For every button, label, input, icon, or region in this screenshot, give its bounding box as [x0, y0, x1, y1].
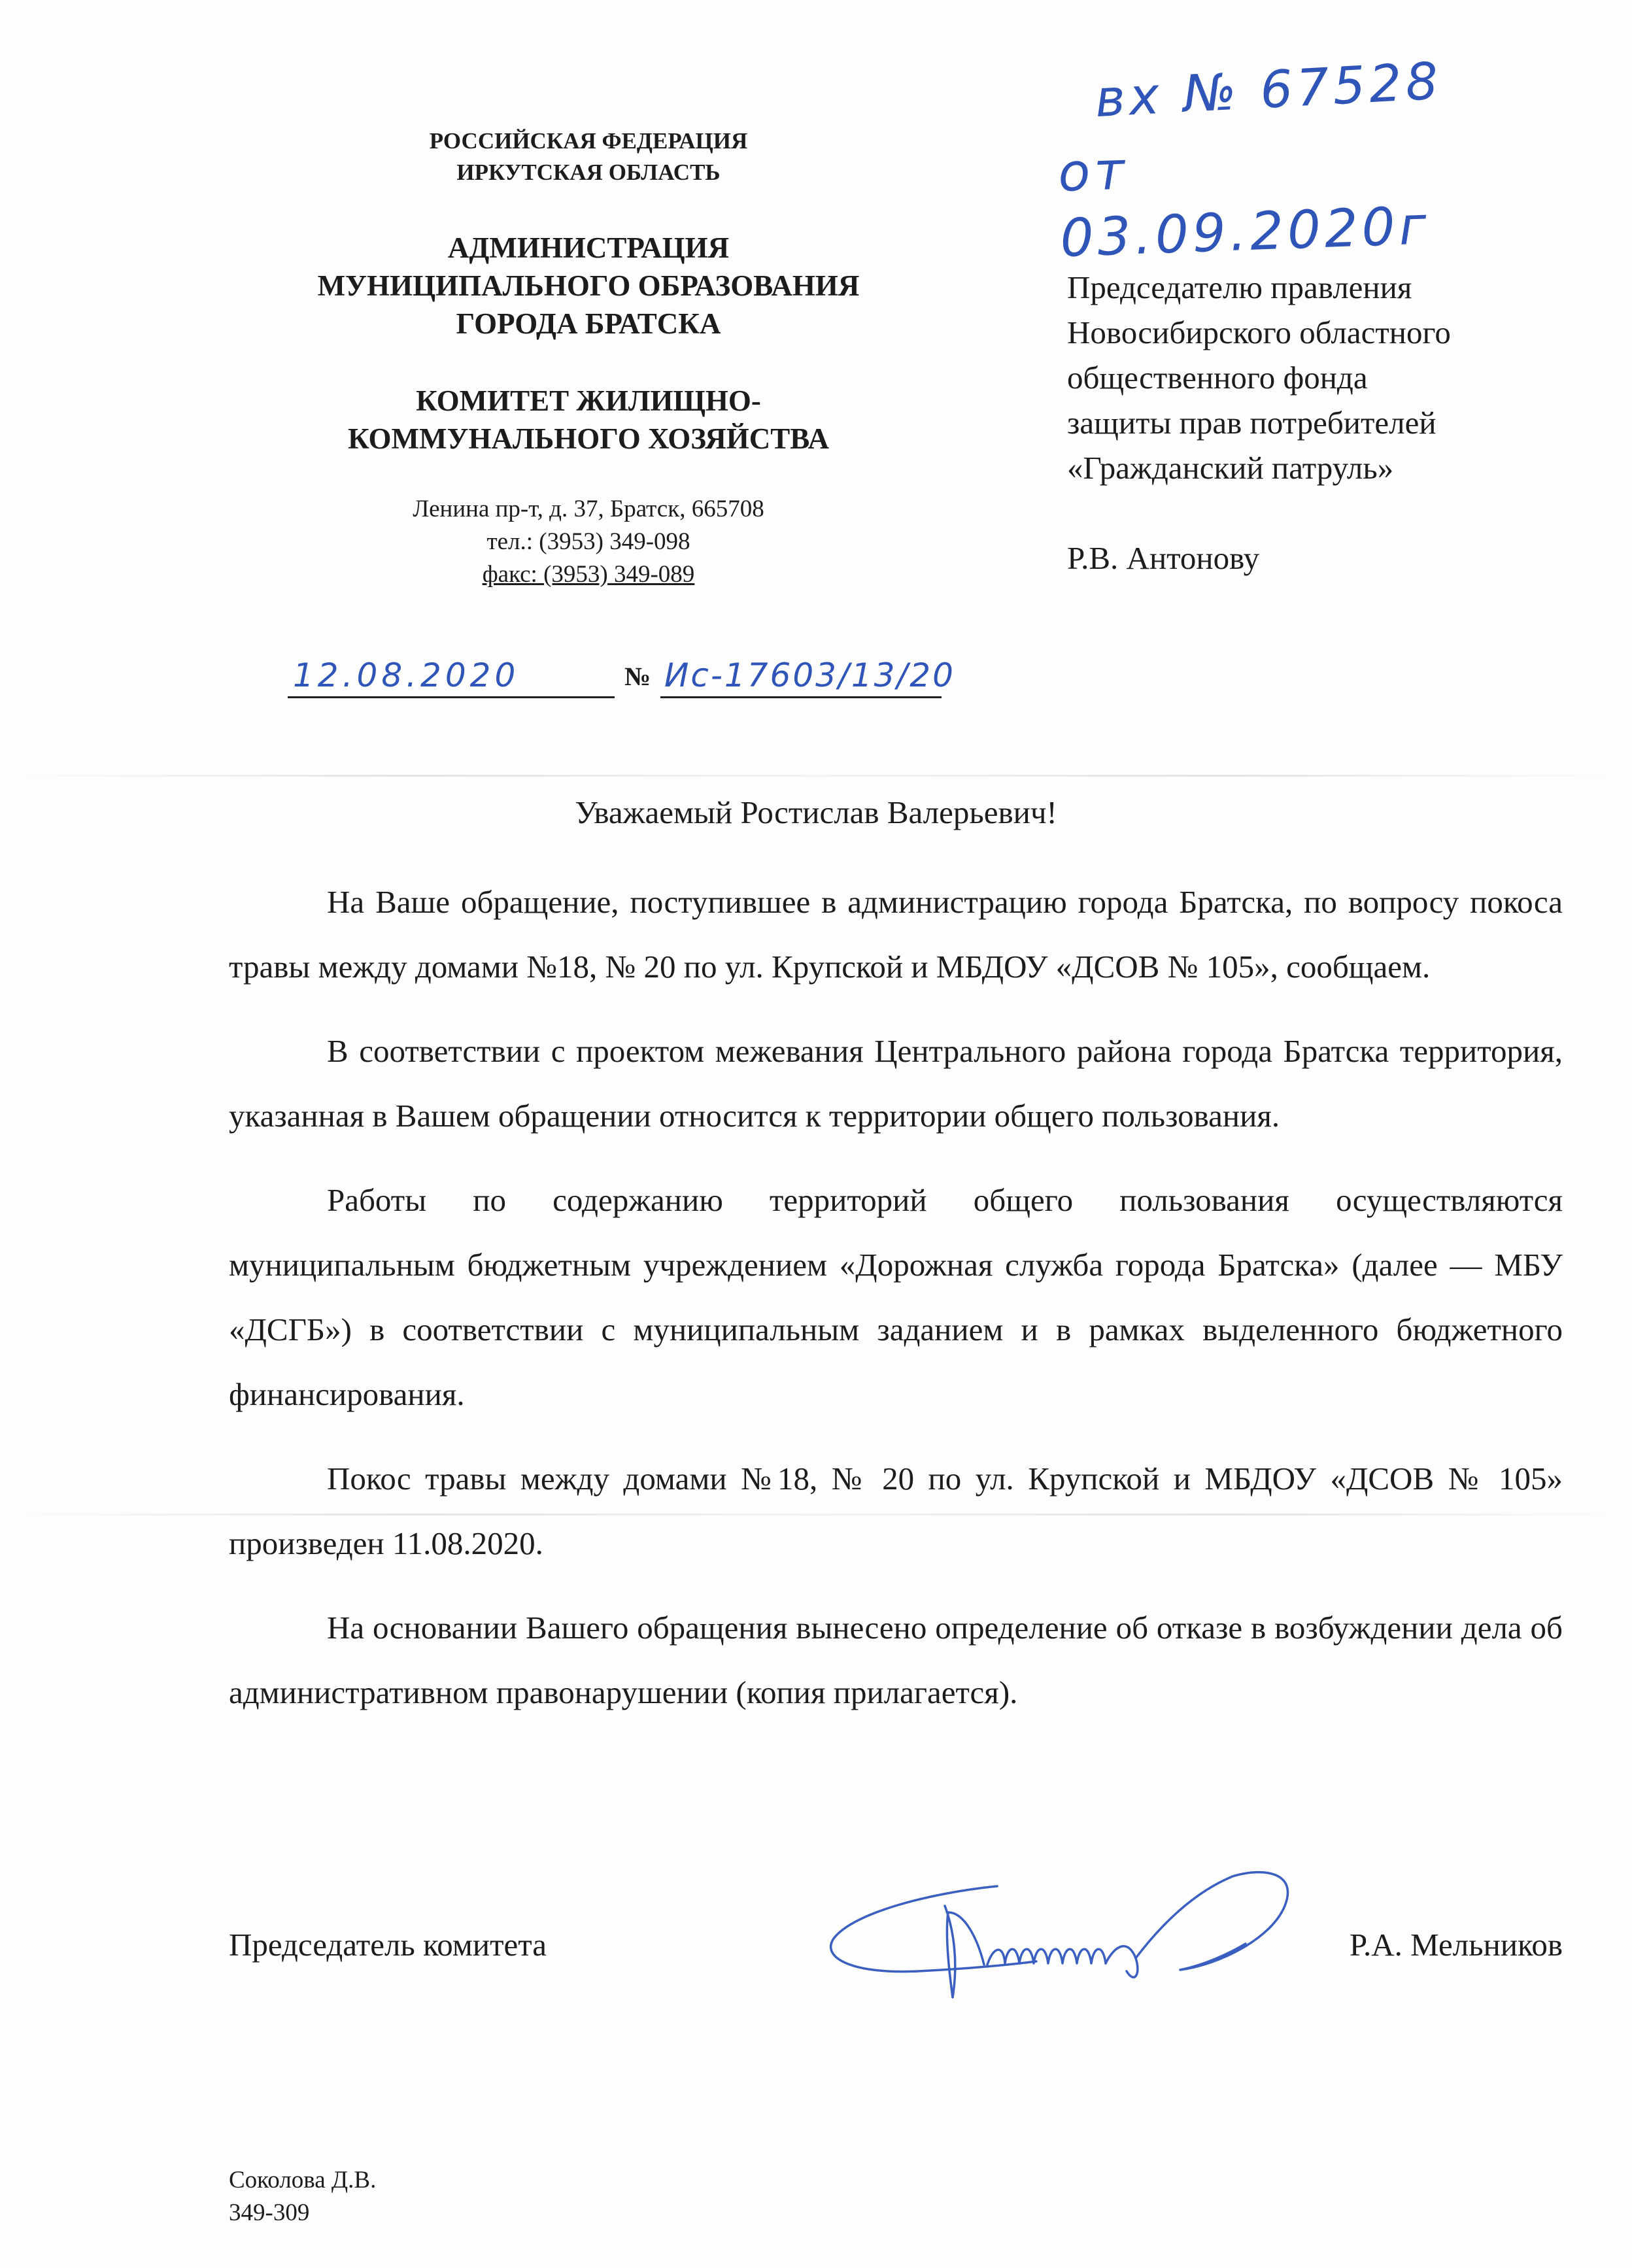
incoming-date: от 03.09.2020г	[1057, 140, 1432, 269]
letterhead-fax: факс: (3953) 349-089	[482, 561, 695, 588]
outgoing-number: Ис-17603/13/20	[660, 654, 942, 698]
letterhead-committee-line2: КОММУНАЛЬНОГО ХОЗЯЙСТВА	[348, 422, 829, 455]
body-paragraph: В соответствии с проектом межевания Центрального района города Братска территория, указанная в Вашем обращении относится к территории общего пользования.	[229, 1033, 1563, 1134]
addressee-line: Новосибирского областного	[1067, 314, 1451, 350]
letter-body	[229, 870, 1563, 1744]
outgoing-number-label: №	[624, 662, 651, 691]
executor-name: Соколова Д.В.	[229, 2167, 377, 2193]
executor-block	[229, 2164, 376, 2229]
letterhead-admin-line3: ГОРОДА БРАТСКА	[456, 307, 721, 340]
addressee-line: защиты прав потребителей	[1067, 405, 1436, 441]
addressee-line: «Гражданский патруль»	[1067, 450, 1394, 486]
signatory-position: Председатель комитета	[229, 1927, 547, 1963]
letterhead-admin-line1: АДМИНИСТРАЦИЯ	[447, 231, 730, 264]
addressee-line: общественного фонда	[1067, 360, 1368, 396]
signatory-name: Р.А. Мельников	[1349, 1927, 1563, 1963]
outgoing-date: 12.08.2020	[288, 654, 615, 698]
letterhead-admin-line2: МУНИЦИПАЛЬНОГО ОБРАЗОВАНИЯ	[317, 269, 860, 302]
letterhead-committee-line1: КОМИТЕТ ЖИЛИЩНО-	[416, 384, 761, 417]
incoming-number: вх № 67528	[1093, 52, 1444, 129]
letterhead-phone: тел.: (3953) 349-098	[486, 528, 690, 555]
executor-phone: 349-309	[229, 2199, 310, 2226]
addressee-name: Р.В. Антонову	[1067, 540, 1260, 576]
letterhead	[235, 126, 942, 591]
body-paragraph: Покос травы между домами №18, № 20 по ул. Крупской и МБДОУ «ДСОВ № 105» произведен 11.08.2020.	[229, 1461, 1563, 1561]
letterhead-address: Ленина пр-т, д. 37, Братск, 665708	[413, 496, 764, 522]
signature-row	[229, 1922, 1563, 1968]
addressee-line: Председателю правления	[1067, 269, 1412, 305]
letterhead-country: РОССИЙСКАЯ ФЕДЕРАЦИЯ	[429, 128, 748, 154]
body-paragraph: Работы по содержанию территорий общего пользования осуществляются муниципальным бюджетным учреждением «Дорожная служба города Братска» (далее — МБУ «ДСГБ») в соответствии с муниципальным заданием и в рамках выделенного бюджетного финансирования.	[229, 1182, 1563, 1412]
letterhead-region: ИРКУТСКАЯ ОБЛАСТЬ	[456, 160, 721, 185]
outgoing-registration	[288, 654, 1007, 713]
body-paragraph: На основании Вашего обращения вынесено определение об отказе в возбуждении дела об административном правонарушении (копия прилагается).	[229, 1610, 1563, 1710]
salutation: Уважаемый Ростислав Валерьевич!	[575, 794, 1057, 830]
body-paragraph: На Ваше обращение, поступившее в администрацию города Братска, по вопросу покоса травы между домами №18, № 20 по ул. Крупской и МБДОУ «ДСОВ № 105», сообщаем.	[229, 884, 1563, 985]
addressee-block	[1067, 265, 1603, 581]
incoming-registration-handwritten	[1057, 52, 1517, 271]
paper-fold-line	[0, 775, 1632, 777]
